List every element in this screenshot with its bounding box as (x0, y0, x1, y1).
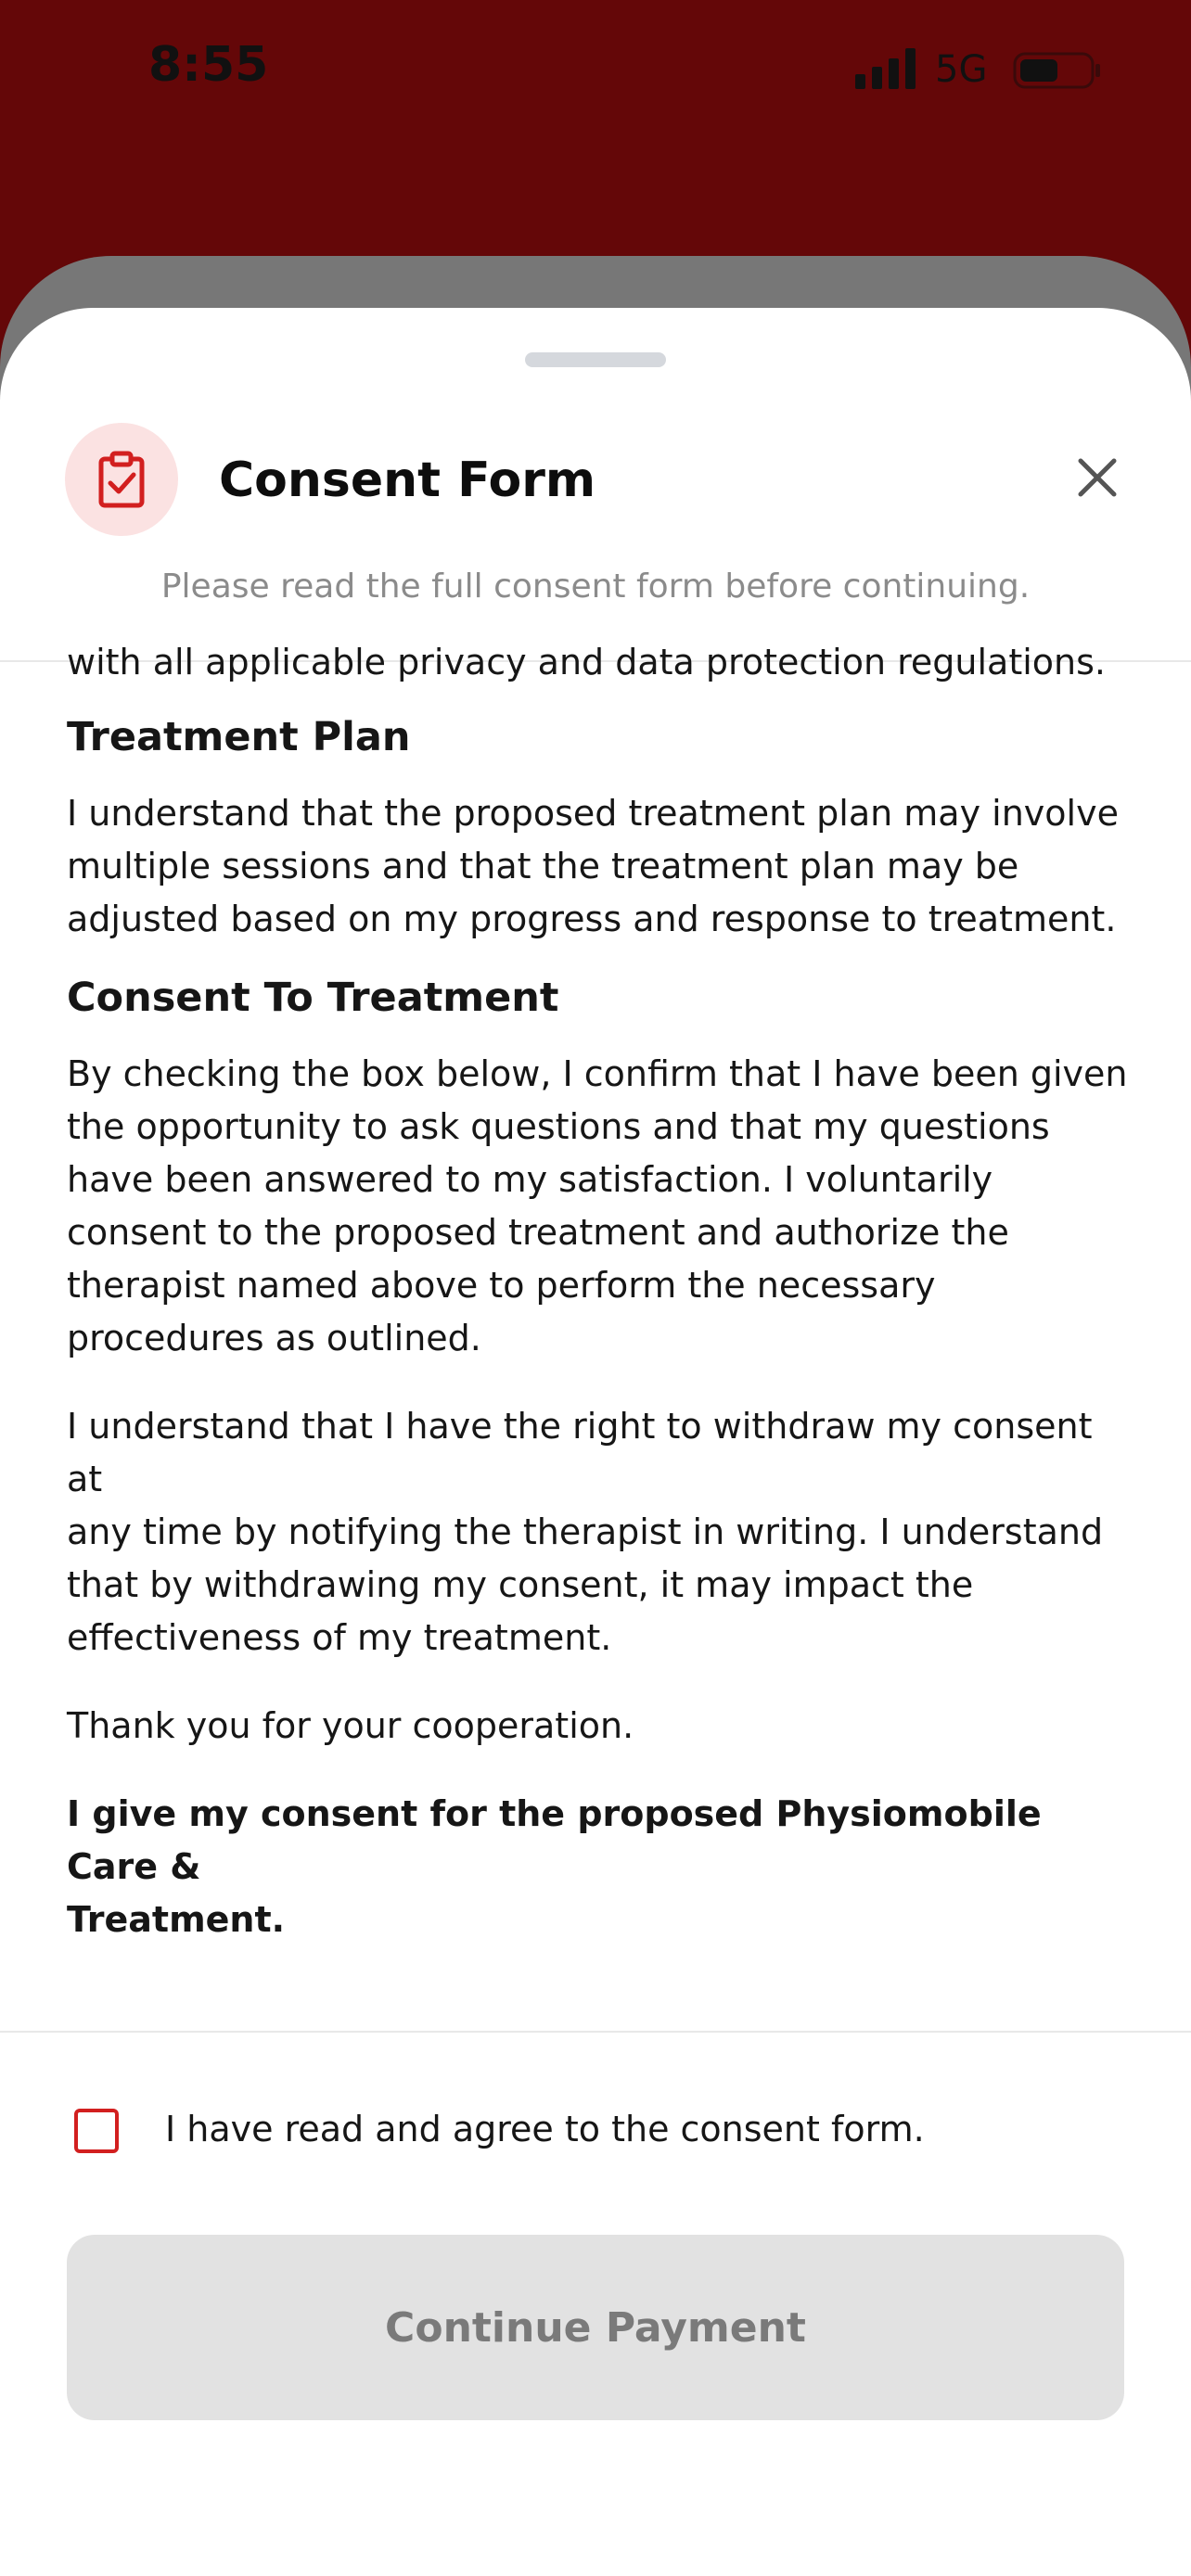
consent-form-sheet (0, 308, 1191, 2576)
status-bar (0, 0, 1191, 139)
text-line: that by withdrawing my consent, it may impact the (67, 1564, 974, 1605)
sheet-grabber[interactable] (525, 352, 666, 367)
consent-text (67, 636, 1133, 1946)
header-icon-badge (65, 423, 178, 536)
signal-icon (855, 48, 920, 89)
consent-paragraph-2 (67, 1400, 1133, 1664)
text-line: any time by notifying the therapist in writing. I understand (67, 1511, 1104, 1552)
final-consent-statement (67, 1788, 1133, 1946)
text-line: consent to the proposed treatment and authorize the (67, 1212, 1009, 1253)
agree-checkbox[interactable] (74, 2109, 119, 2153)
consent-heading: Consent To Treatment (67, 975, 559, 1021)
text-line: have been answered to my satisfaction. I voluntarily (67, 1159, 993, 1200)
text-line: I understand that I have the right to withdraw my consent at (67, 1406, 1093, 1499)
text-line: I give my consent for the proposed Physiomobile Care & (67, 1793, 1042, 1887)
sheet-title: Consent Form (219, 453, 596, 508)
battery-icon (1013, 50, 1102, 91)
text-line: adjusted based on my progress and response to treatment. (67, 899, 1117, 939)
text-line: multiple sessions and that the treatment plan may be (67, 846, 1019, 886)
text-line: Treatment. (67, 1899, 286, 1940)
consent-paragraph-1 (67, 1048, 1133, 1365)
partial-line: with all applicable privacy and data protection regulations. (67, 642, 1106, 682)
treatment-plan-heading: Treatment Plan (67, 714, 411, 760)
consent-text-scroll-area[interactable] (0, 642, 1191, 1940)
text-line: By checking the box below, I confirm that I have been given (67, 1053, 1128, 1094)
agree-checkbox-label[interactable]: I have read and agree to the consent form. (165, 2109, 925, 2149)
status-time: 8:55 (148, 37, 269, 93)
text-line: procedures as outlined. (67, 1318, 481, 1358)
thanks-text: Thank you for your cooperation. (67, 1705, 634, 1746)
nav-bar (0, 139, 1191, 250)
text-line: I understand that the proposed treatment plan may involve (67, 793, 1119, 834)
text-line: the opportunity to ask questions and that my questions (67, 1106, 1050, 1147)
sheet-subtitle: Please read the full consent form before continuing. (160, 567, 1031, 606)
clipboard-check-icon (96, 450, 147, 509)
text-line: therapist named above to perform the necessary (67, 1265, 936, 1306)
treatment-plan-paragraph (67, 787, 1133, 946)
continue-payment-button[interactable]: Continue Payment (67, 2235, 1124, 2420)
network-label: 5G (935, 48, 988, 91)
close-icon[interactable] (1076, 456, 1119, 499)
text-line: effectiveness of my treatment. (67, 1617, 612, 1658)
footer-divider (0, 2031, 1191, 2033)
